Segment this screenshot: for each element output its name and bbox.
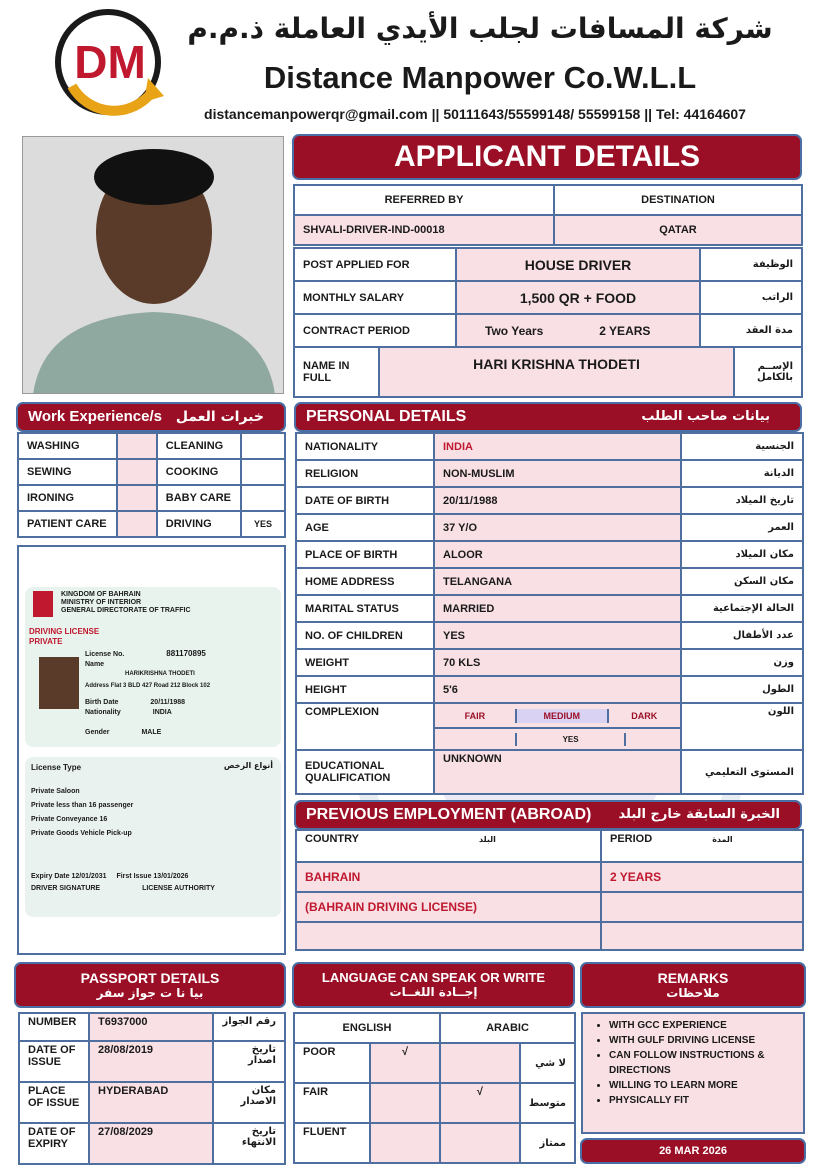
work-skill: PATIENT CARE — [18, 511, 117, 537]
personal-details-header: PERSONAL DETAILS بيانات صاحب الطلب — [294, 402, 802, 432]
passport-label-ar: تاريخ الانتهاء — [213, 1123, 285, 1164]
complexion-medium: MEDIUM — [516, 709, 608, 723]
license-type-item: Private Saloon — [31, 788, 80, 795]
passport-label: NUMBER — [19, 1013, 89, 1041]
language-level-ar: متوسط — [520, 1083, 575, 1123]
referral-table — [293, 184, 803, 246]
personal-details-table: NATIONALITY INDIA الجنسية RELIGION NON-MUSLIM الديانة DATE OF BIRTH 20/11/1988 تاريخ الميلاد AGE 37 Y/O العمر PLACE OF BIRTH ALOOR مكان الميلاد HOME ADDRESS TELANGANA مكان السكن MARITAL STATUS MARRIED الحالة الإجتماعية NO. OF CHILDREN YES عدد الأطفال WEIGHT 70 KLS وزن HEIGHT 5'6 الطول COMPLEXION FAIR MEDIUM DARK اللون YES EDUCATIONAL QUALIFICATION UNKNOWN المستوى التعليمي — [295, 432, 804, 795]
personal-label: DATE OF BIRTH — [296, 487, 434, 514]
work-skill: DRIVING — [157, 511, 241, 537]
remarks-box — [581, 1012, 805, 1134]
work-skill-value — [117, 433, 157, 459]
personal-value: 20/11/1988 — [434, 487, 681, 514]
name-table: NAME IN FULL HARI KRISHNA THODETI الإســم بالكامل — [293, 346, 803, 398]
english-mark: √ — [370, 1043, 440, 1083]
personal-label: HEIGHT — [296, 676, 434, 703]
passport-label: DATE OF ISSUE — [19, 1041, 89, 1082]
work-experience-header: Work Experience/s خبرات العمل — [16, 402, 286, 432]
referred-by-value: SHVALI-DRIVER-IND-00018 — [294, 215, 554, 245]
bahrain-flag-icon — [33, 591, 53, 617]
language-level: FLUENT — [294, 1123, 370, 1163]
personal-row — [296, 433, 803, 460]
personal-row — [296, 514, 803, 541]
personal-label: MARITAL STATUS — [296, 595, 434, 622]
personal-label-ar: الديانة — [681, 460, 803, 487]
passport-value: T6937000 — [89, 1013, 213, 1041]
destination-value: QATAR — [554, 215, 802, 245]
work-skill-value — [241, 485, 285, 511]
work-experience-table — [17, 432, 286, 538]
language-level: FAIR — [294, 1083, 370, 1123]
work-skill: CLEANING — [157, 433, 241, 459]
work-skill-value — [241, 433, 285, 459]
remarks-header: REMARKS ملاحظات — [580, 962, 806, 1008]
applicant-details-header: APPLICANT DETAILS — [292, 134, 802, 180]
work-skill: WASHING — [18, 433, 117, 459]
personal-label-ar: الجنسية — [681, 433, 803, 460]
personal-row — [296, 595, 803, 622]
personal-value: 5'6 — [434, 676, 681, 703]
passport-label-ar: مكان الاصدار — [213, 1082, 285, 1123]
passport-header: PASSPORT DETAILS بيا نا ت جواز سفر — [14, 962, 286, 1008]
work-row — [18, 433, 285, 459]
remark-item: • WILLING TO LEARN MORE — [609, 1078, 797, 1093]
language-level: POOR — [294, 1043, 370, 1083]
company-logo — [52, 6, 170, 118]
personal-value: YES — [434, 622, 681, 649]
employment-table: COUNTRY البلد PERIOD المدة BAHRAIN 2 YEARS (BAHRAIN DRIVING LICENSE) — [295, 829, 804, 951]
complexion-mark: YES — [516, 733, 625, 746]
license-type-item: Private Conveyance 16 — [31, 816, 108, 823]
remark-item: • CAN FOLLOW INSTRUCTIONS & DIRECTIONS — [609, 1048, 797, 1078]
language-header: LANGUAGE CAN SPEAK OR WRITE إجــادة اللغــات — [292, 962, 575, 1008]
english-mark — [370, 1083, 440, 1123]
company-name: Distance Manpower Co.W.L.L — [263, 60, 697, 95]
personal-label-ar: تاريخ الميلاد — [681, 487, 803, 514]
license-card-area — [17, 545, 286, 955]
work-row — [18, 485, 285, 511]
work-row — [18, 459, 285, 485]
personal-value: 70 KLS — [434, 649, 681, 676]
personal-label: PLACE OF BIRTH — [296, 541, 434, 568]
language-level-ar: ممتاز — [520, 1123, 575, 1163]
language-table: ENGLISH ARABIC POOR √ لا شي FAIR √ متوسط FLUENT ممتاز — [293, 1012, 576, 1164]
work-skill-value: YES — [241, 511, 285, 537]
employment-note: (BAHRAIN DRIVING LICENSE) — [296, 892, 601, 922]
work-skill-value — [117, 511, 157, 537]
personal-row — [296, 541, 803, 568]
personal-value: TELANGANA — [434, 568, 681, 595]
arabic-mark: √ — [440, 1083, 520, 1123]
passport-value: HYDERABAD — [89, 1082, 213, 1123]
remark-item: • PHYSICALLY FIT — [609, 1093, 797, 1108]
employment-period: 2 YEARS — [601, 862, 803, 892]
language-level-ar: لا شي — [520, 1043, 575, 1083]
license-card-back: License Type أنواع الرخص Private Saloon Private less than 16 passenger Private Conveyance 16 Private Goods Vehicle Pick-up Expiry Date 12/01/2031 First Issue 13/01/2026 DRIVER SIGNATURE LICENSE AUTHORITY — [25, 757, 281, 917]
personal-label-ar: مكان الميلاد — [681, 541, 803, 568]
passport-label: DATE OF EXPIRY — [19, 1123, 89, 1164]
passport-label: PLACE OF ISSUE — [19, 1082, 89, 1123]
work-skill-value — [117, 485, 157, 511]
person-silhouette-icon — [23, 137, 284, 394]
destination-label: DESTINATION — [554, 185, 802, 215]
arabic-mark — [440, 1123, 520, 1163]
personal-label-ar: الحالة الإجتماعية — [681, 595, 803, 622]
remarks-date: 26 MAR 2026 — [580, 1138, 806, 1164]
personal-value: 37 Y/O — [434, 514, 681, 541]
full-name: HARI KRISHNA THODETI — [379, 347, 734, 397]
personal-row — [296, 487, 803, 514]
personal-row — [296, 622, 803, 649]
passport-value: 27/08/2029 — [89, 1123, 213, 1164]
previous-employment-header: PREVIOUS EMPLOYMENT (ABROAD) الخبرة السابقة خارج البلد — [294, 800, 802, 830]
work-skill-value — [117, 459, 157, 485]
personal-row — [296, 568, 803, 595]
salary-value: 1,500 QR + FOOD — [456, 281, 700, 314]
applicant-photo — [22, 136, 284, 394]
passport-label-ar: تاريخ اصدار — [213, 1041, 285, 1082]
personal-label-ar: مكان السكن — [681, 568, 803, 595]
personal-value: MARRIED — [434, 595, 681, 622]
license-type-item: Private less than 16 passenger — [31, 802, 134, 809]
employment-country: BAHRAIN — [296, 862, 601, 892]
personal-label: AGE — [296, 514, 434, 541]
personal-value: NON-MUSLIM — [434, 460, 681, 487]
personal-label: RELIGION — [296, 460, 434, 487]
company-contact: distancemanpowerqr@gmail.com || 50111643/55599148/ 55599158 || Tel: 44164607 — [204, 106, 746, 122]
personal-label-ar: وزن — [681, 649, 803, 676]
post-value: HOUSE DRIVER — [456, 248, 700, 281]
referred-by-label: REFERRED BY — [294, 185, 554, 215]
personal-label: WEIGHT — [296, 649, 434, 676]
work-skill: BABY CARE — [157, 485, 241, 511]
work-skill: COOKING — [157, 459, 241, 485]
personal-label: NO. OF CHILDREN — [296, 622, 434, 649]
remark-item: • WITH GULF DRIVING LICENSE — [609, 1033, 797, 1048]
complexion-fair: FAIR — [435, 709, 516, 723]
personal-label: HOME ADDRESS — [296, 568, 434, 595]
work-skill: IRONING — [18, 485, 117, 511]
remark-item: • WITH GCC EXPERIENCE — [609, 1018, 797, 1033]
personal-value: ALOOR — [434, 541, 681, 568]
passport-value: 28/08/2019 — [89, 1041, 213, 1082]
complexion-dark: DARK — [631, 710, 658, 721]
arabic-mark — [440, 1043, 520, 1083]
license-card-front: KINGDOM OF BAHRAIN MINISTRY OF INTERIOR GENERAL DIRECTORATE OF TRAFFIC DRIVING LICENSE PRIVATE License No. 881170895 Name HARIKRISHNA THODETI Address Flat 3 BLD 427 Road 212 Block 102 Birth Date 20/11/1988 Nationality INDIA Gender MALE — [25, 587, 281, 747]
personal-label: NATIONALITY — [296, 433, 434, 460]
passport-table — [18, 1012, 286, 1165]
personal-label-ar: عدد الأطفال — [681, 622, 803, 649]
job-table: POST APPLIED FOR HOUSE DRIVER الوظيفة MONTHLY SALARY 1,500 QR + FOOD الراتب CONTRACT PERIOD Two Years 2 YEARS مدة العقد — [293, 247, 803, 348]
personal-row — [296, 676, 803, 703]
name-label: NAME IN FULL — [294, 347, 379, 397]
logo-text: DM — [74, 36, 146, 88]
personal-row — [296, 460, 803, 487]
company-name-arabic: شركة المسافات لجلب الأيدي العاملة ذ.م.م — [187, 12, 773, 45]
english-mark — [370, 1123, 440, 1163]
personal-label-ar: الطول — [681, 676, 803, 703]
personal-label-ar: العمر — [681, 514, 803, 541]
license-photo — [39, 657, 79, 709]
work-skill-value — [241, 459, 285, 485]
passport-label-ar: رقم الجواز — [213, 1013, 285, 1041]
personal-row — [296, 649, 803, 676]
work-row — [18, 511, 285, 537]
work-skill: SEWING — [18, 459, 117, 485]
license-type-item: Private Goods Vehicle Pick-up — [31, 830, 132, 837]
education-value: UNKNOWN — [434, 750, 681, 794]
personal-value: INDIA — [434, 433, 681, 460]
